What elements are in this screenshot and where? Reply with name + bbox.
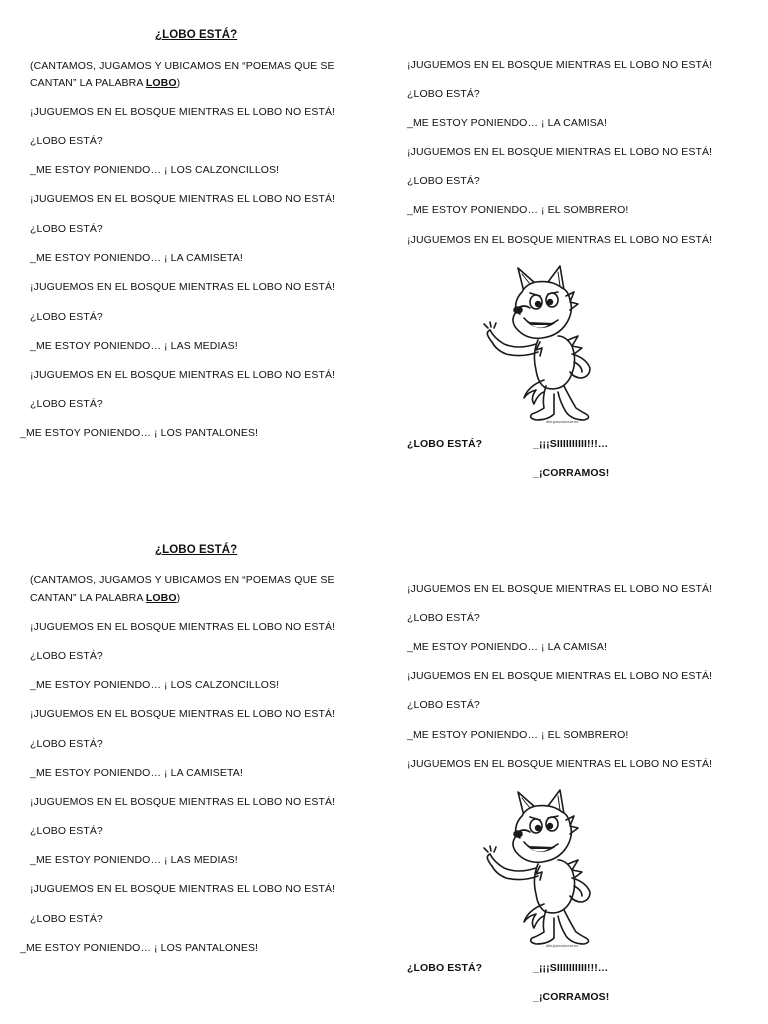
wolf-illustration <box>478 262 613 424</box>
poem-line: ¿LOBO ESTÁ? <box>30 398 103 410</box>
final-answer: _¡¡¡SIIIIIIIIII!!!… <box>533 962 609 974</box>
poem-line: ¿LOBO ESTÁ? <box>30 311 103 323</box>
image-credit: dibujoscolorear.es <box>546 419 579 424</box>
poem-line: ¿LOBO ESTÁ? <box>30 135 103 147</box>
final-question: ¿LOBO ESTÁ? <box>407 962 483 974</box>
highlighted-word-lobo: LOBO <box>145 592 177 604</box>
poem-line: ¡JUGUEMOS EN EL BOSQUE MIENTRAS EL LOBO NO ESTÁ! <box>30 281 336 293</box>
intro-line-1: (CANTAMOS, JUGAMOS Y UBICAMOS EN “POEMAS QUE SE <box>30 574 335 586</box>
poem-line: ¿LOBO ESTÁ? <box>407 699 480 711</box>
poem-line: ¡JUGUEMOS EN EL BOSQUE MIENTRAS EL LOBO NO ESTÁ! <box>30 369 336 381</box>
poem-line: ¡JUGUEMOS EN EL BOSQUE MIENTRAS EL LOBO NO ESTÁ! <box>30 621 336 633</box>
poem-line: _ME ESTOY PONIENDO… ¡ LAS MEDIAS! <box>30 854 238 866</box>
poem-line: ¡JUGUEMOS EN EL BOSQUE MIENTRAS EL LOBO NO ESTÁ! <box>407 758 713 770</box>
poem-line: _ME ESTOY PONIENDO… ¡ LA CAMISA! <box>407 641 608 653</box>
final-run: _¡CORRAMOS! <box>533 991 610 1003</box>
intro-line-2 <box>30 591 180 605</box>
sheet-title: ¿LOBO ESTÁ? <box>155 29 238 41</box>
intro-close-paren: ) <box>176 592 181 604</box>
poem-line: ¿LOBO ESTÁ? <box>30 650 103 662</box>
sheet-title: ¿LOBO ESTÁ? <box>155 544 238 556</box>
poem-line: ¿LOBO ESTÁ? <box>407 88 480 100</box>
poem-line: _ME ESTOY PONIENDO… ¡ LOS PANTALONES! <box>20 427 259 439</box>
poem-line: ¡JUGUEMOS EN EL BOSQUE MIENTRAS EL LOBO NO ESTÁ! <box>407 146 713 158</box>
poem-line: ¿LOBO ESTÁ? <box>30 825 103 837</box>
intro-line-2 <box>30 76 180 90</box>
poem-line: ¿LOBO ESTÁ? <box>30 223 103 235</box>
poem-line: _ME ESTOY PONIENDO… ¡ LOS CALZONCILLOS! <box>30 164 280 176</box>
poem-line: ¡JUGUEMOS EN EL BOSQUE MIENTRAS EL LOBO NO ESTÁ! <box>30 883 336 895</box>
intro-text: CANTAN” LA PALABRA <box>30 77 146 89</box>
poem-line: ¡JUGUEMOS EN EL BOSQUE MIENTRAS EL LOBO NO ESTÁ! <box>30 708 336 720</box>
intro-text: CANTAN” LA PALABRA <box>30 592 146 604</box>
poem-line: _ME ESTOY PONIENDO… ¡ LA CAMISETA! <box>30 252 243 264</box>
poem-line: ¡JUGUEMOS EN EL BOSQUE MIENTRAS EL LOBO NO ESTÁ! <box>407 234 713 246</box>
poem-line: _ME ESTOY PONIENDO… ¡ LA CAMISETA! <box>30 767 243 779</box>
poem-line: ¿LOBO ESTÁ? <box>407 612 480 624</box>
poem-line: ¿LOBO ESTÁ? <box>30 738 103 750</box>
final-question: ¿LOBO ESTÁ? <box>407 438 483 450</box>
poem-line: ¡JUGUEMOS EN EL BOSQUE MIENTRAS EL LOBO NO ESTÁ! <box>30 796 336 808</box>
poem-line: ¡JUGUEMOS EN EL BOSQUE MIENTRAS EL LOBO NO ESTÁ! <box>407 583 713 595</box>
poem-line: ¡JUGUEMOS EN EL BOSQUE MIENTRAS EL LOBO NO ESTÁ! <box>407 59 713 71</box>
poem-line: ¡JUGUEMOS EN EL BOSQUE MIENTRAS EL LOBO NO ESTÁ! <box>30 106 336 118</box>
intro-close-paren: ) <box>176 77 181 89</box>
poem-line: ¿LOBO ESTÁ? <box>407 175 480 187</box>
poem-line: ¿LOBO ESTÁ? <box>30 913 103 925</box>
poem-line: _ME ESTOY PONIENDO… ¡ EL SOMBRERO! <box>407 204 629 216</box>
poem-line: _ME ESTOY PONIENDO… ¡ LOS CALZONCILLOS! <box>30 679 280 691</box>
poem-line: _ME ESTOY PONIENDO… ¡ EL SOMBRERO! <box>407 729 629 741</box>
poem-line: _ME ESTOY PONIENDO… ¡ LAS MEDIAS! <box>30 340 238 352</box>
poem-line: _ME ESTOY PONIENDO… ¡ LA CAMISA! <box>407 117 608 129</box>
final-answer: _¡¡¡SIIIIIIIIII!!!… <box>533 438 609 450</box>
intro-line-1: (CANTAMOS, JUGAMOS Y UBICAMOS EN “POEMAS QUE SE <box>30 60 335 72</box>
final-run: _¡CORRAMOS! <box>533 467 610 479</box>
poem-line: ¡JUGUEMOS EN EL BOSQUE MIENTRAS EL LOBO NO ESTÁ! <box>30 193 336 205</box>
wolf-illustration <box>478 786 613 948</box>
image-credit: dibujoscolorear.es <box>546 943 579 948</box>
poem-line: _ME ESTOY PONIENDO… ¡ LOS PANTALONES! <box>20 942 259 954</box>
highlighted-word-lobo: LOBO <box>145 77 177 89</box>
poem-line: ¡JUGUEMOS EN EL BOSQUE MIENTRAS EL LOBO NO ESTÁ! <box>407 670 713 682</box>
